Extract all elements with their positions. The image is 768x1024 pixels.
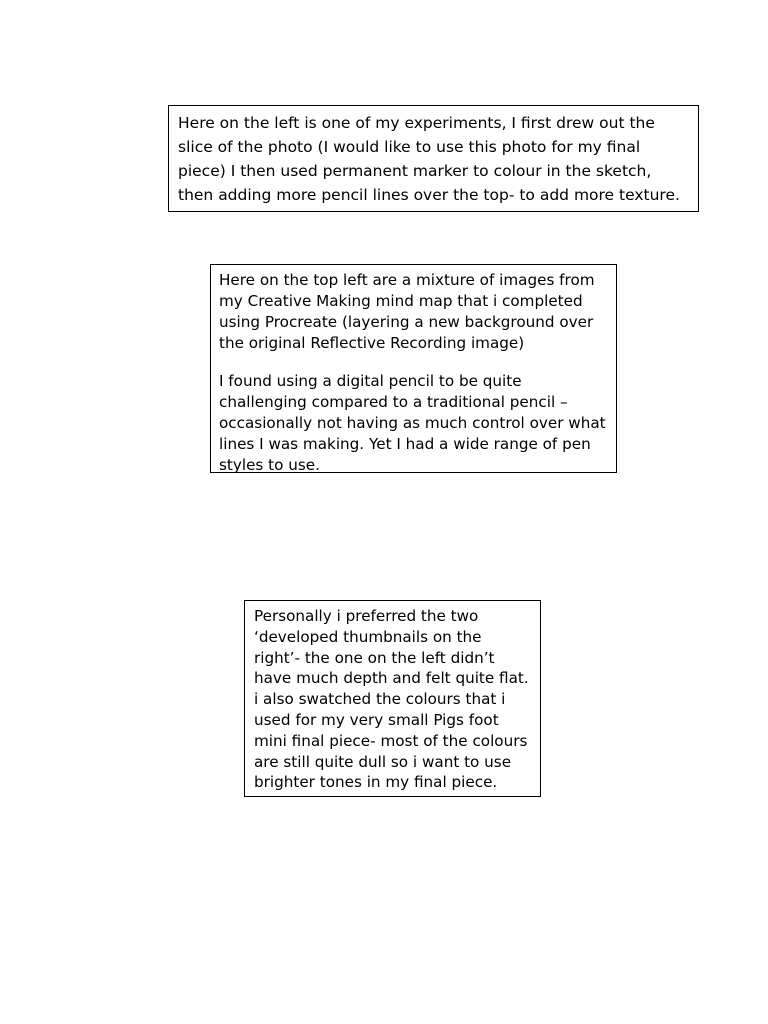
text-box-paragraph: Personally i preferred the two ‘developed thumbnails on the right’- the one on the left didn’t have much depth and felt quite flat. i also swatched the colours that i used for my very small Pigs foot mini final piece- most of the colours are still quite dull so i want to use brighter tones in my final piece. xyxy=(254,607,529,792)
text-box-thumbnail-notes[interactable] xyxy=(244,600,541,797)
text-box-experiment-notes[interactable] xyxy=(168,105,699,212)
paragraph-spacer xyxy=(219,354,608,371)
text-box-procreate-notes[interactable] xyxy=(210,264,617,473)
text-box-paragraph: I found using a digital pencil to be quite challenging compared to a traditional pencil – occasionally not having as much control over what lines I was making. Yet I had a wide range of pen styles to use. xyxy=(219,372,606,474)
text-box-paragraph: Here on the left is one of my experiments, I first drew out the slice of the photo (I would like to use this photo for my final piece) I then used permanent marker to colour in the sketch, then adding more pencil lines over the top- to add more texture. xyxy=(178,114,680,204)
text-box-paragraph: Here on the top left are a mixture of images from my Creative Making mind map that i completed using Procreate (layering a new background over the original Reflective Recording image) xyxy=(219,271,595,352)
